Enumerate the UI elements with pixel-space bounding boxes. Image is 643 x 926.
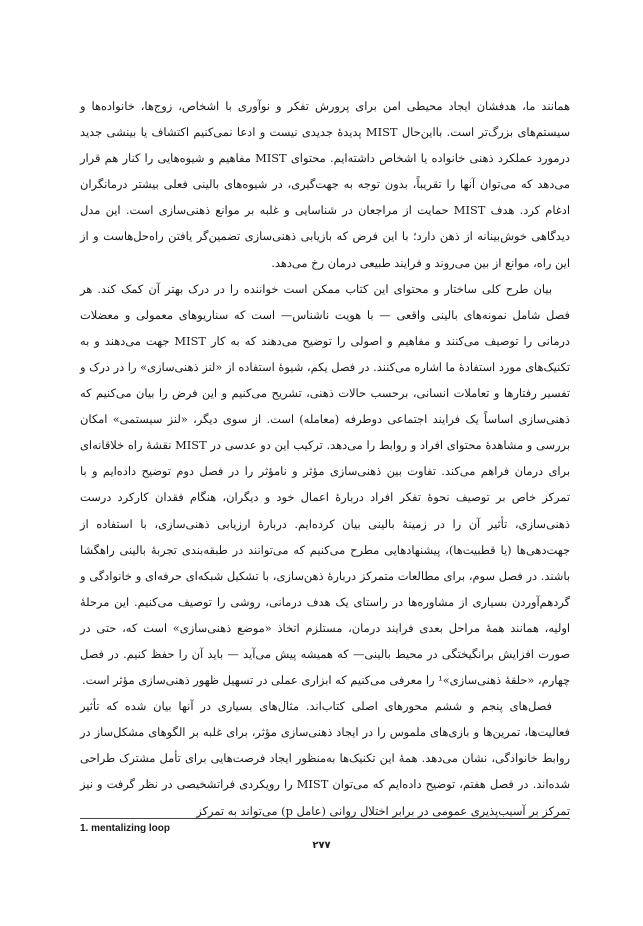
footnote-divider [80, 818, 570, 819]
paragraph-3: فصل‌های پنجم و ششم محورهای اصلی کتاب‌اند. مثال‌های بسیاری در آنها بیان شده که تأثیر فعالیت‌ها، تمرین‌ها و بازی‌های ملموس را در ایجاد ذهنی‌سازی مؤثر، برای غلبه بر الگوهای مشکل‌ساز در روابط خانوادگی، نشان می‌دهد. همهٔ این تکنیک‌ها به‌منظور ایجاد فرصت‌هایی برای تأمل مشترک طراحی شده‌اند. در فصل هفتم، توضیح داده‌ایم که می‌توان MIST را رویکردی فراتشخیصی در نظر گرفت و نیز تمرکز بر آسیب‌پذیری عمومی در برابر اختلال روانی (عامل p) می‌تواند به تمرکز [80, 699, 571, 818]
paragraph-1: همانند ما، هدفشان ایجاد محیطی امن برای پرورش تفکر و نوآوری با اشخاص، زوج‌ها، خانواده‌ها و سیستم‌های بزرگ‌تر است. بااین‌حال MIST پدیدهٔ جدیدی نیست و ادعا نمی‌کنیم اکتشاف یا بینشی جدید درمورد عملکرد ذهنی خانواده یا اشخاص داشته‌ایم. محتوای MIST مفاهیم و شیوه‌هایی را کنار هم قرار می‌دهد که می‌توان آنها را تقریباً، بدون توجه به جهت‌گیری، در شیوه‌های بالینی فعلی بیشتر درمانگران ادغام کرد. هدف MIST حمایت از مراجعان در شناسایی و غلبه بر موانع ذهنی‌سازی است. این مدل دیدگاهی خوش‌بینانه از ذهن دارد؛ با این فرض که بازیابی ذهنی‌سازی تضمین‌گر یافتن راه‌حل‌هاست و از این راه، موانع از بین می‌روند و فرایند طبیعی درمان رخ می‌دهد. [80, 99, 571, 270]
paragraph-2: بیان طرح کلی ساختار و محتوای این کتاب ممکن است خواننده را در درک بهتر آن کمک کند. هر فصل شامل نمونه‌های بالینی واقعی — با هویت ناشناس— است که سناریوهای معمولی و معضلات درمانی را توصیف می‌کنند و مفاهیم و اصولی را توضیح می‌دهند که به کار MIST جهت می‌دهند و به تکنیک‌های مورد استفادهٔ ما اشاره می‌کنند. در فصل یکم، شیوهٔ استفاده از «لنز ذهنی‌سازی» را در درک و تفسیر رفتارها و تعاملات انسانی، برحسب حالات ذهنی، تشریح می‌کنیم و این فرض را بیان می‌کنیم که ذهنی‌سازی اساساً یک فرایند اجتماعی دوطرفه (معامله) است. از سوی دیگر، «لنز سیستمی» امکان بررسی و مشاهدهٔ محتوای افراد و روابط را می‌دهد. ترکیب این دو عدسی در MIST نقشهٔ راه خلاقانه‌ای برای درمان فراهم می‌کند. تفاوت بین ذهنی‌سازی مؤثر و نامؤثر را در فصل دوم توضیح داده‌ایم و با تمرکز خاص بر توصیف نحوهٔ تفکر افراد دربارهٔ اعمال خود و دیگران، هنگام فقدان کارکرد درست ذهنی‌سازی، تأثیر آن را در زمینهٔ بالینی بیان کرده‌ایم. دربارهٔ ارزیابی ذهنی‌سازی، با استفاده از جهت‌دهی‌ها (یا قطبیت‌ها)، پیشنهادهایی مطرح می‌کنیم که می‌توانند در طبقه‌بندی تجربهٔ بالینی راهگشا باشند. در فصل سوم، برای مطالعات متمرکز دربارهٔ ذهن‌سازی، با تشکیل شبکه‌ای حرفه‌ای و خانوادگی و گردهم‌آوردن بسیاری از مشاوره‌ها در راستای یک هدف درمانی، روشی را توصیف می‌کنیم. این مرحلهٔ اولیه، همانند همهٔ مراحل بعدی فرایند درمان، مستلزم اتخاذ «موضع ذهنی‌سازی» است که، حتی در صورت افزایش برانگیختگی در محیط بالینی— که همیشه پیش می‌آید — باید آن را حفظ کنیم. در فصل چهارم، «حلقهٔ ذهنی‌سازی»¹ را معرفی می‌کنیم که ابزاری عملی در تسهیل ظهور ذهنی‌سازی مؤثر است. [80, 281, 571, 688]
footnote: 1. mentalizing loop [80, 823, 171, 834]
page-number: ۲۷۷ [312, 840, 331, 851]
body-text [80, 93, 570, 824]
